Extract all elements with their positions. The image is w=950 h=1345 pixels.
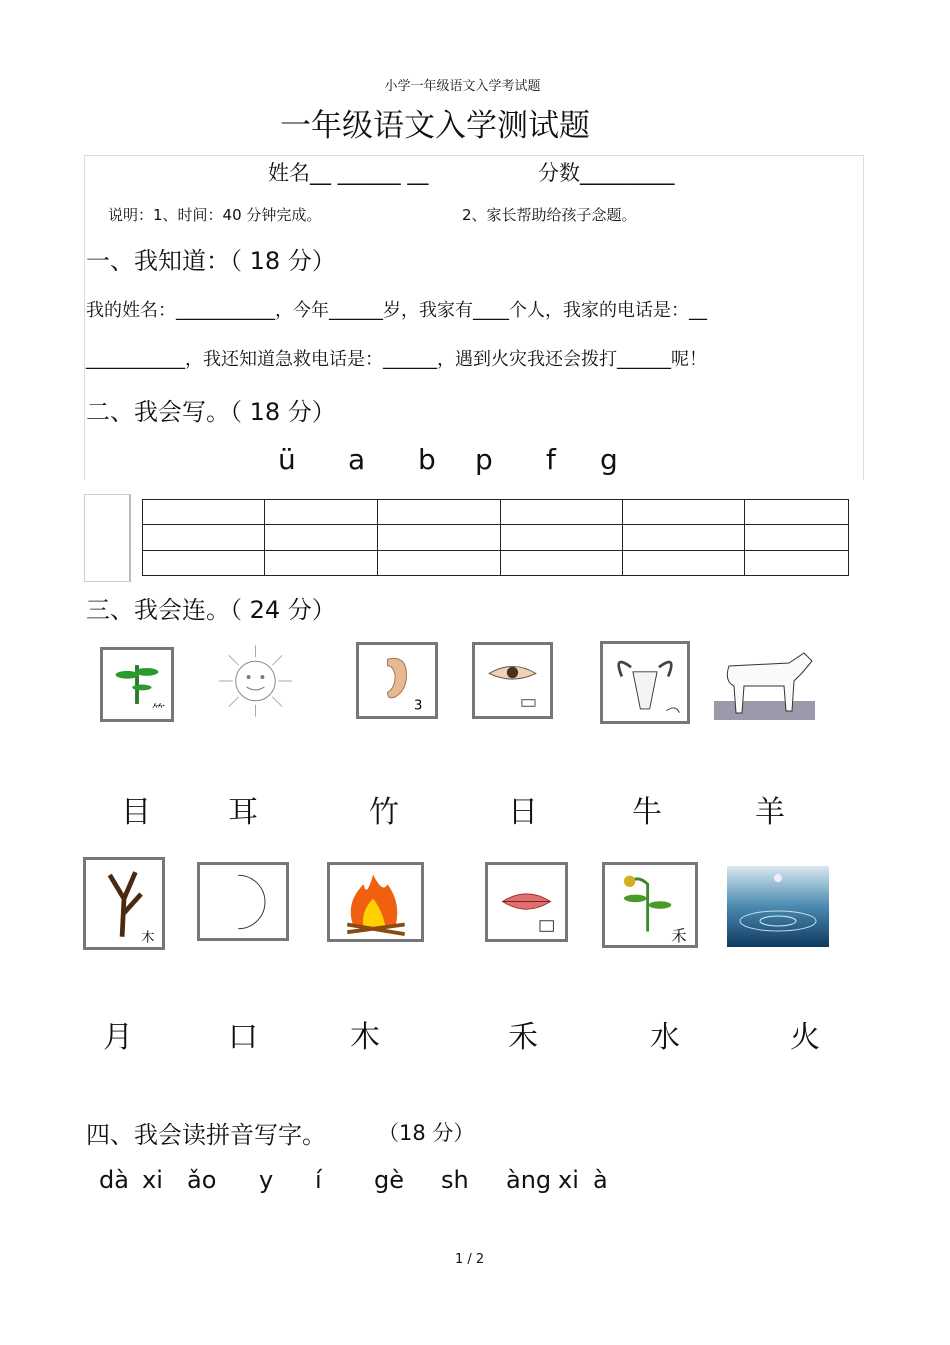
grid-cell[interactable] <box>623 525 745 550</box>
pinyin: ǎo <box>187 1166 217 1194</box>
water-drop-image[interactable] <box>727 866 829 947</box>
section-1-line-1: 我的姓名：___________，今年______岁，我家有____个人，我家的电话是：__ <box>86 300 707 321</box>
pinyin: xi <box>142 1166 163 1194</box>
section-3-title: 三、我会连。（ 24 分） <box>86 596 336 624</box>
svg-text:禾: 禾 <box>671 927 687 945</box>
grid-cell[interactable] <box>143 550 265 575</box>
letter: g <box>600 443 618 476</box>
letter: p <box>475 443 493 476</box>
char-shui[interactable]: 水 <box>650 1020 680 1055</box>
char-er[interactable]: 耳 <box>228 795 258 830</box>
letter: f <box>546 443 556 476</box>
section-2-title: 二、我会写。（ 18 分） <box>86 398 336 426</box>
char-zhu[interactable]: 竹 <box>369 795 399 830</box>
mouth-image[interactable] <box>485 862 568 942</box>
svg-text:⺮: ⺮ <box>151 702 166 719</box>
section-1-title: 一、我知道：（ 18 分） <box>86 247 336 275</box>
grid-cell[interactable] <box>143 525 265 550</box>
svg-text:木: 木 <box>141 930 155 946</box>
char-yue[interactable]: 月 <box>103 1020 133 1055</box>
char-huo[interactable]: 火 <box>790 1020 820 1055</box>
score-field[interactable]: 分数_________ <box>538 161 675 185</box>
pinyin: gè <box>374 1166 404 1194</box>
grid-cell[interactable] <box>623 550 745 575</box>
instruction-1: 说明：1、时间：40 分钟完成。 <box>108 206 322 224</box>
section-1-line-2: ___________，我还知道急救电话是：______，遇到火灾我还会拨打______呢！ <box>86 349 707 370</box>
char-he[interactable]: 禾 <box>508 1020 538 1055</box>
grid-cell[interactable] <box>143 500 265 525</box>
page-header: 小学一年级语文入学考试题 <box>384 79 541 94</box>
grid-cell[interactable] <box>745 550 849 575</box>
grid-cell[interactable] <box>745 525 849 550</box>
grid-cell[interactable] <box>501 500 623 525</box>
grid-cell[interactable] <box>378 525 501 550</box>
section-4-title: 四、我会读拼音写字。 <box>86 1121 326 1149</box>
pinyin: í <box>315 1166 322 1194</box>
char-ri[interactable]: 日 <box>508 795 538 830</box>
section-4-points: （18 分） <box>378 1121 475 1145</box>
fire-image[interactable] <box>327 862 424 942</box>
pinyin: xi <box>558 1166 579 1194</box>
grid-cell[interactable] <box>745 500 849 525</box>
char-mu[interactable]: 目 <box>121 795 151 830</box>
letter: b <box>418 443 436 476</box>
letter: a <box>348 443 366 476</box>
grid-cell[interactable] <box>501 525 623 550</box>
ear-image[interactable] <box>356 642 438 719</box>
goat-image[interactable] <box>600 641 690 724</box>
char-mu-wood[interactable]: 木 <box>350 1020 380 1055</box>
grid-cell[interactable] <box>378 500 501 525</box>
grid-cell[interactable] <box>623 500 745 525</box>
pinyin: à <box>593 1166 608 1194</box>
page-title: 一年级语文入学测试题 <box>280 108 590 144</box>
eye-image[interactable] <box>472 642 553 719</box>
instruction-2: 2、家长帮助给孩子念题。 <box>462 206 637 224</box>
grid-cell[interactable] <box>265 500 378 525</box>
cow-image[interactable] <box>714 641 815 720</box>
letter: ü <box>278 443 296 476</box>
sun-image[interactable] <box>211 643 300 719</box>
rice-image[interactable] <box>602 862 698 948</box>
grid-cell[interactable] <box>378 550 501 575</box>
name-field[interactable]: 姓名__ ______ __ <box>268 161 429 185</box>
char-niu[interactable]: 牛 <box>632 795 662 830</box>
moon-image[interactable] <box>197 862 289 941</box>
grid-cell[interactable] <box>501 550 623 575</box>
bamboo-image[interactable] <box>100 647 174 722</box>
pinyin: dà <box>99 1166 129 1194</box>
writing-grid <box>142 499 849 576</box>
grid-bracket <box>84 494 131 582</box>
pinyin: sh <box>441 1166 469 1194</box>
grid-cell[interactable] <box>265 525 378 550</box>
tree-image[interactable] <box>83 857 165 950</box>
svg-text:3: 3 <box>414 698 423 714</box>
pinyin: y <box>259 1166 274 1194</box>
grid-cell[interactable] <box>265 550 378 575</box>
page-number: 1 / 2 <box>455 1252 485 1267</box>
char-yang[interactable]: 羊 <box>755 795 785 830</box>
char-kou[interactable]: 口 <box>228 1020 258 1055</box>
pinyin: àng <box>506 1166 552 1194</box>
